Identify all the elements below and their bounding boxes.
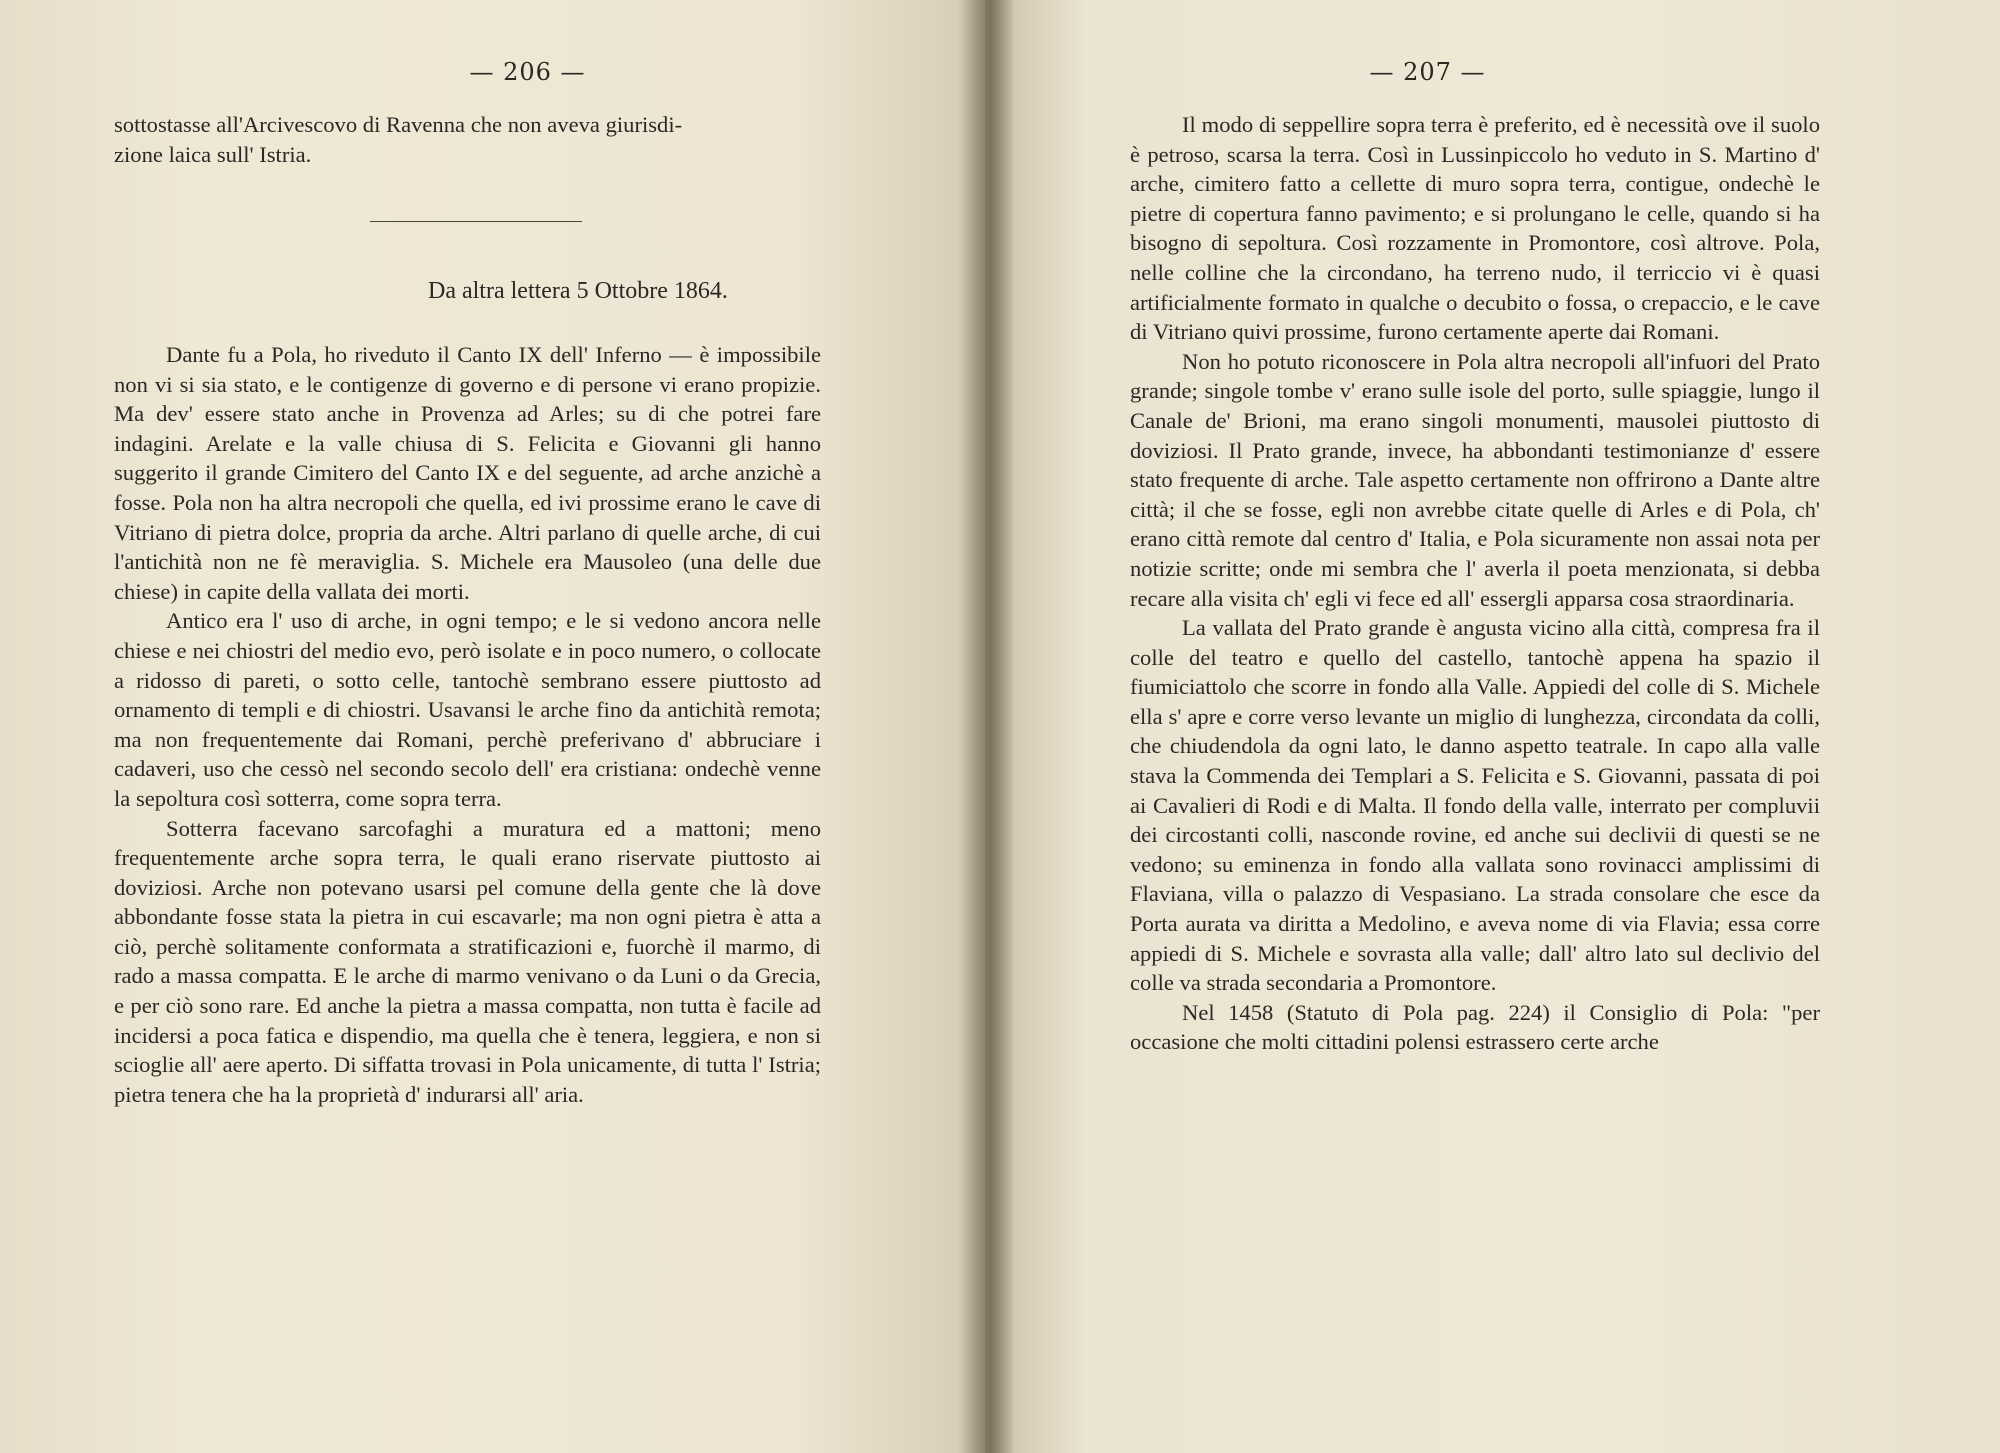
- continuation-text: [114, 110, 821, 169]
- paragraph: Il modo di seppellire sopra terra è preferito, ed è necessità ove il suolo è petroso, scarsa la terra. Così in Lussinpiccolo ho veduto in S. Martino d' arche, cimitero fatto a cellette di muro sopra terra, contigue, ondechè le pietre di copertura fanno pavimento; e si prolungano le celle, quando si ha bisogno di sepoltura. Così rozzamente in Promontore, così altrove. Pola, nelle colline che la circondano, ha terreno nudo, il terriccio vi è quasi artificialmente formato in qualche o decubito o fossa, o crepaccio, e le cave di Vitriano quivi prossime, furono certamente aperte dai Romani.: [1130, 112, 1820, 345]
- left-page: [0, 0, 985, 1453]
- paragraph: Dante fu a Pola, ho riveduto il Canto IX dell' Inferno — è impossibile non vi si sia stato, e le contigenze di governo e di persone vi erano propizie. Ma dev' essere stato anche in Provenza ad Arles; su di che potrei fare indagini. Arelate e la valle chiusa di S. Felicita e Giovanni gli hanno suggerito il grande Cimitero del Canto IX e del seguente, ad arche anzichè a fosse. Pola non ha altra necropoli che quella, ed ivi prossime erano le cave di Vitriano di pietra dolce, propria da arche. Altri parlano di quelle arche, di cui l'antichità non ne fè meraviglia. S. Michele era Mausoleo (una delle due chiese) in capite della vallata dei morti.: [114, 342, 821, 604]
- paragraph: Antico era l' uso di arche, in ogni tempo; e le si vedono ancora nelle chiese e nei chiostri del medio evo, però isolate e in poco numero, o collocate a ridosso di pareti, o sotto celle, tantochè sembrano essere piuttosto ad ornamento di templi e di chiostri. Usavansi le arche fino da antichità remota; ma non frequentemente dai Romani, perchè preferivano d' abbruciare i cadaveri, uso che cessò nel secondo secolo dell' era cristiana: ondechè venne la sepoltura così sotterra, come sopra terra.: [114, 608, 821, 811]
- section-divider: [370, 221, 582, 222]
- letter-heading: Da altra lettera 5 Ottobre 1864.: [428, 278, 728, 304]
- continuation-line-2: zione laica sull' Istria.: [114, 141, 312, 167]
- paragraph: Sotterra facevano sarcofaghi a muratura ed a mattoni; meno frequentemente arche sopra terra, le quali erano riservate piuttosto ai doviziosi. Arche non potevano usarsi pel comune della gente che là dove abbondante fosse stata la pietra in cui escavarle; ma non ogni pietra è atta a ciò, perchè solitamente conformata a stratificazioni e, fuorchè il marmo, di rado a massa compatta. E le arche di marmo venivano o da Luni o da Grecia, e per ciò sono rare. Ed anche la pietra a massa compatta, non tutta è facile ad incidersi a poca fatica e dispendio, ma quella che è tenera, leggiera, e non si scioglie all' aere aperto. Di siffatta trovasi in Pola unicamente, di tutta l' Istria; pietra tenera che ha la proprietà d' indurarsi all' aria.: [114, 815, 821, 1107]
- right-body-text: [1130, 110, 1820, 1057]
- right-page: [985, 0, 2000, 1453]
- paragraph: Non ho potuto riconoscere in Pola altra necropoli all'infuori del Prato grande; singole tombe v' erano sulle isole del porto, sulle spiaggie, lungo il Canale de' Brioni, ma erano singoli monumenti, mausolei piuttosto di doviziosi. Il Prato grande, invece, ha abbondanti testimonianze d' essere stato frequente di arche. Tale aspetto certamente non offrirono a Dante altre città; il che se fosse, egli non avrebbe citate quelle di Arles e di Pola, ch' erano città remote dal centro d' Italia, e Pola sicuramente non assai nota per notizie scritte; onde mi sembra che l' averla il poeta menzionata, si debba recare alla visita ch' egli vi fece ed all' essergli apparsa cosa straordinaria.: [1130, 348, 1820, 611]
- page-number-right: — 207 —: [1369, 58, 1486, 86]
- left-body-text: [114, 340, 821, 1109]
- continuation-line-1: sottostasse all'Arcivescovo di Ravenna che non aveva giurisdi-: [114, 112, 683, 137]
- page-number-left: — 206 —: [469, 58, 586, 86]
- paragraph: Nel 1458 (Statuto di Pola pag. 224) il Consiglio di Pola: "per occasione che molti cittadini polensi estrassero certe arche: [1130, 999, 1820, 1055]
- paragraph: La vallata del Prato grande è angusta vicino alla città, compresa fra il colle del teatro e quello del castello, tantochè appena ha spazio il fiumiciattolo che scorre in fondo alla Valle. Appiedi del colle di S. Michele ella s' apre e corre verso levante un miglio di lunghezza, circondata da colli, che chiudendola da ogni lato, le danno aspetto teatrale. In capo alla valle stava la Commenda dei Templari a S. Felicita e S. Giovanni, passata di poi ai Cavalieri di Rodi e di Malta. Il fondo della valle, interrato per compluvii dei circostanti colli, nasconde rovine, ed anche sui declivii di questi se ne vedono; su eminenza in fondo alla vallata sono rovinacci amplissimi di Flaviana, villa o palazzo di Vespasiano. La strada consolare che esce da Porta aurata va diritta a Medolino, e aveva nome di via Flavia; essa corre appiedi di S. Michele e sovrasta alla valle; dall' altro lato sul declivio del colle va strada secondaria a Promontore.: [1130, 615, 1820, 996]
